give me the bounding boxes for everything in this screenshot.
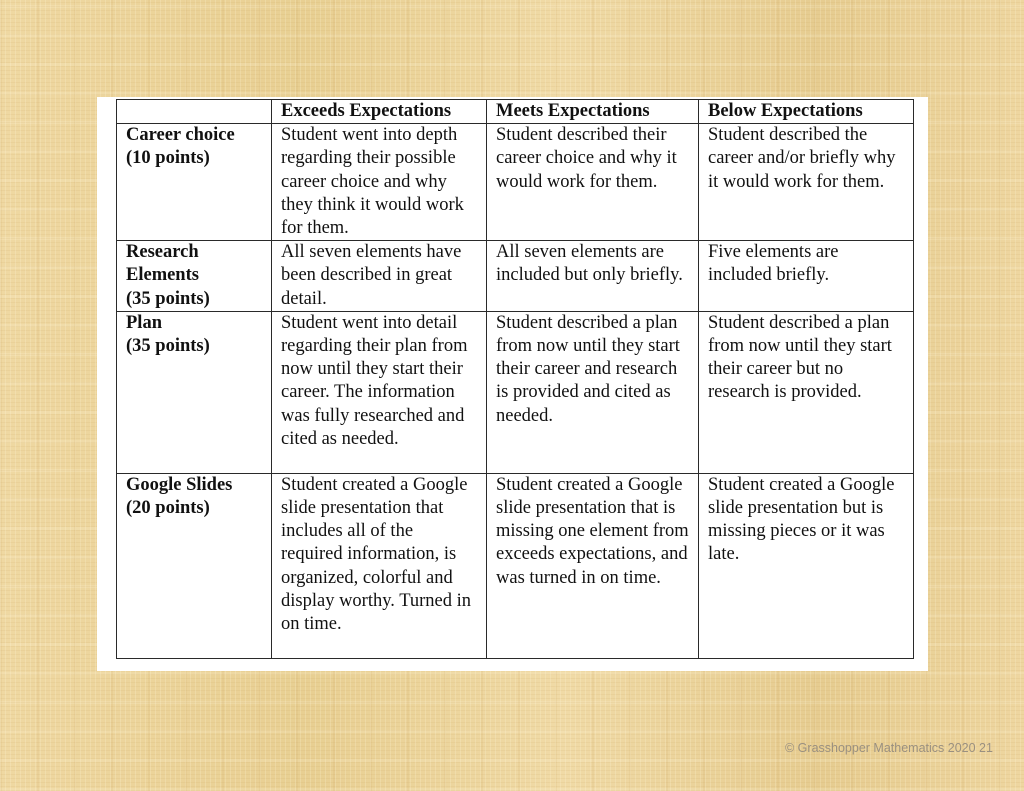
meets-cell: All seven elements are included but only briefly.: [487, 241, 699, 312]
exceeds-cell: Student went into depth regarding their possible career choice and why they think it would work for them.: [272, 124, 487, 241]
exceeds-cell: All seven elements have been described in great detail.: [272, 241, 487, 312]
rubric-panel: [97, 97, 928, 671]
criterion-cell: [117, 473, 272, 658]
criterion-points: (35 points): [126, 336, 210, 357]
exceeds-cell: Student went into detail regarding their plan from now until they start their career. The information was fully researched and cited as needed.: [272, 311, 487, 473]
below-cell: Student described the career and/or briefly why it would work for them.: [699, 124, 914, 241]
header-below-expectations: Below Expectations: [699, 100, 914, 124]
below-cell: Student created a Google slide presentation but is missing pieces or it was late.: [699, 473, 914, 658]
below-cell: Student described a plan from now until they start their career but no research is provided.: [699, 311, 914, 473]
header-exceeds-expectations: Exceeds Expectations: [272, 100, 487, 124]
exceeds-cell: Student created a Google slide presentation that includes all of the required information, is organized, colorful and display worthy. Turned in on time.: [272, 473, 487, 658]
criterion-name: Research Elements: [126, 242, 199, 286]
criterion-name: Google Slides: [126, 474, 233, 495]
criterion-cell: [117, 311, 272, 473]
below-cell: Five elements are included briefly.: [699, 241, 914, 312]
header-row: [117, 100, 914, 124]
criterion-points: (10 points): [126, 148, 210, 169]
criterion-cell: [117, 241, 272, 312]
copyright-footer: © Grasshopper Mathematics 2020 21: [785, 741, 993, 755]
criterion-points: (35 points): [126, 288, 210, 309]
header-meets-expectations: Meets Expectations: [487, 100, 699, 124]
meets-cell: Student created a Google slide presentation that is missing one element from exceeds expectations, and was turned in on time.: [487, 473, 699, 658]
meets-cell: Student described a plan from now until they start their career and research is provided and cited as needed.: [487, 311, 699, 473]
table-row-career-choice: [117, 124, 914, 241]
criterion-points: (20 points): [126, 498, 210, 519]
table-row-plan: [117, 311, 914, 473]
criterion-name: Career choice: [126, 125, 235, 146]
table-row-google-slides: [117, 473, 914, 658]
meets-cell: Student described their career choice and why it would work for them.: [487, 124, 699, 241]
header-corner-cell: [117, 100, 272, 124]
rubric-table: [116, 99, 914, 659]
criterion-cell: [117, 124, 272, 241]
criterion-name: Plan: [126, 312, 162, 333]
table-row-research-elements: [117, 241, 914, 312]
